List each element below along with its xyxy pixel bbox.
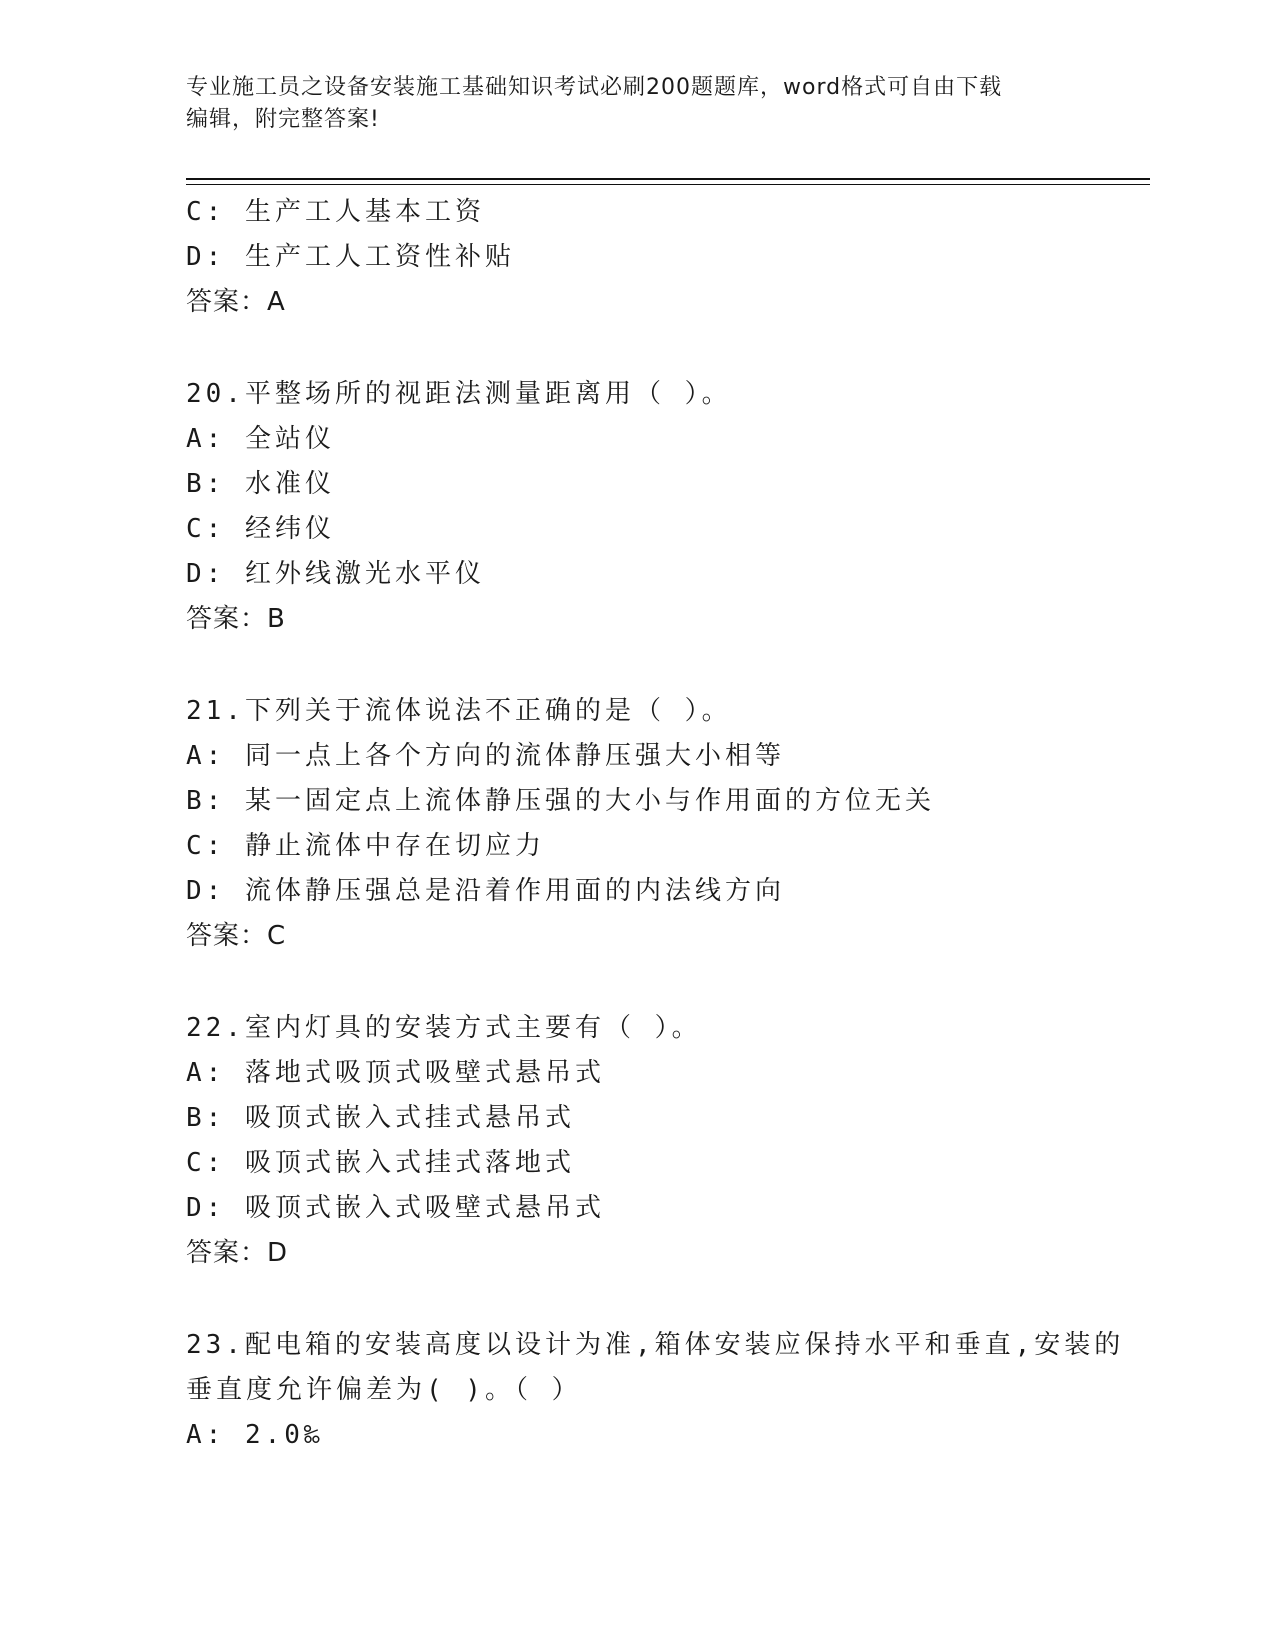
q21-option-a: A: 同一点上各个方向的流体静压强大小相等 — [186, 741, 785, 771]
q20-question: 20.平整场所的视距法测量距离用（ ）。 — [186, 379, 732, 409]
document-header — [186, 72, 1086, 136]
q20-option-c: C: 经纬仪 — [186, 514, 335, 544]
header-line-1: 专业施工员之设备安装施工基础知识考试必刷200题题库，word格式可自由下载 — [186, 75, 1003, 100]
q21-option-d: D: 流体静压强总是沿着作用面的内法线方向 — [186, 876, 785, 906]
question-19-block — [186, 190, 1146, 325]
question-23-block — [186, 1323, 1146, 1458]
question-21-block — [186, 689, 1146, 959]
q22-option-c: C: 吸顶式嵌入式挂式落地式 — [186, 1148, 575, 1178]
q19-option-c: C: 生产工人基本工资 — [186, 197, 485, 227]
q20-option-d: D: 红外线激光水平仪 — [186, 559, 485, 589]
q20-answer: 答案：B — [186, 604, 286, 634]
question-list — [186, 190, 1146, 1458]
q22-option-a: A: 落地式吸顶式吸壁式悬吊式 — [186, 1058, 605, 1088]
q19-option-d: D: 生产工人工资性补贴 — [186, 242, 515, 272]
q21-option-b: B: 某一固定点上流体静压强的大小与作用面的方位无关 — [186, 786, 935, 816]
header-line-2: 编辑，附完整答案! — [186, 107, 380, 132]
question-22-block — [186, 1006, 1146, 1276]
q20-option-b: B: 水准仪 — [186, 469, 335, 499]
header-divider-thick — [186, 178, 1150, 180]
q23-question-line-1: 23.配电箱的安装高度以设计为准,箱体安装应保持水平和垂直,安装的 — [186, 1330, 1125, 1360]
q20-option-a: A: 全站仪 — [186, 424, 335, 454]
q21-answer: 答案：C — [186, 921, 287, 951]
q22-option-b: B: 吸顶式嵌入式挂式悬吊式 — [186, 1103, 575, 1133]
q21-option-c: C: 静止流体中存在切应力 — [186, 831, 545, 861]
q21-question: 21.下列关于流体说法不正确的是（ ）。 — [186, 696, 732, 726]
q22-question: 22.室内灯具的安装方式主要有（ ）。 — [186, 1013, 702, 1043]
q19-answer: 答案：A — [186, 287, 286, 317]
q22-option-d: D: 吸顶式嵌入式吸壁式悬吊式 — [186, 1193, 605, 1223]
header-divider-thin — [186, 184, 1150, 185]
q23-option-a: A: 2.0‰ — [186, 1420, 324, 1450]
q22-answer: 答案：D — [186, 1238, 289, 1268]
q23-question-line-2: 垂直度允许偏差为( )。（ ） — [186, 1375, 582, 1405]
question-20-block — [186, 372, 1146, 642]
